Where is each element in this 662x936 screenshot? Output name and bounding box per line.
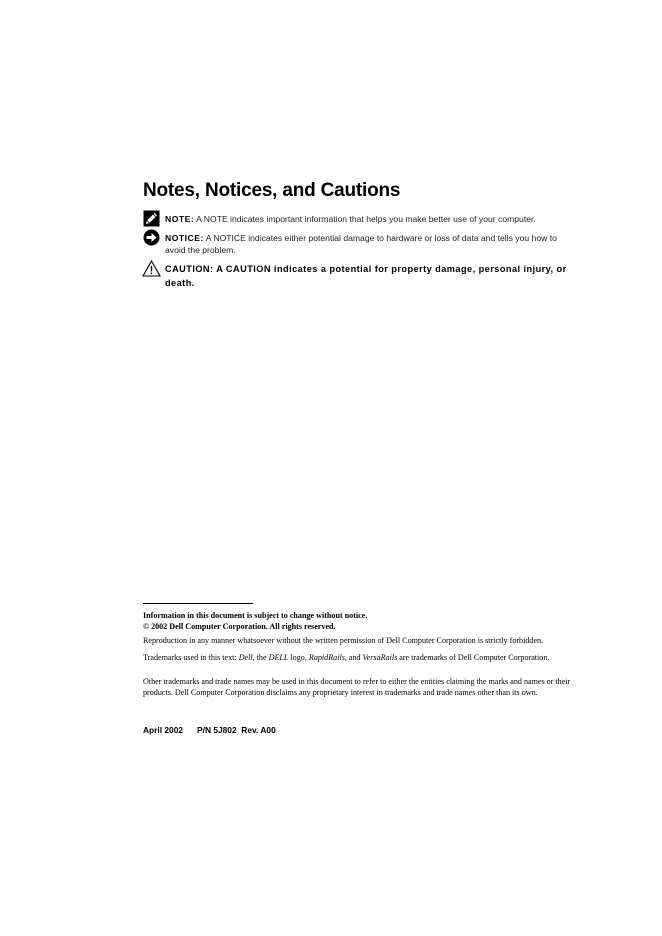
notice-block (143, 229, 573, 255)
trademarks-joiner-and: , and (344, 653, 363, 662)
note-block (143, 210, 573, 226)
trademark-versarails: VersaRails (362, 653, 398, 662)
legal-notice (143, 611, 573, 632)
note-text (165, 213, 573, 225)
trademarks-joiner-logo: logo, (288, 653, 309, 662)
page-title: Notes, Notices, and Cautions (143, 180, 401, 201)
part-number: P/N 5J802 (197, 725, 237, 735)
caution-text (165, 262, 573, 290)
caution-block (143, 260, 573, 290)
publication-date: April 2002 (143, 725, 184, 735)
copyright: © 2002 Dell Computer Corporation. All rights reserved. (143, 621, 336, 631)
caution-label: CAUTION: (165, 264, 214, 274)
trademarks-notice (143, 653, 573, 664)
trademark-dell-logo: DELL (268, 653, 289, 662)
change-notice: Information in this document is subject to change without notice. (143, 611, 368, 620)
trademarks-suffix: are trademarks of Dell Computer Corporation. (397, 653, 550, 662)
trademarks-joiner-the: , the (252, 653, 269, 662)
trademark-dell: Dell (238, 653, 253, 662)
notice-body: A NOTICE indicates either potential damage to hardware or loss of data and tells you how to avoid the problem. (165, 233, 557, 255)
notice-text (165, 232, 573, 256)
notice-label: NOTICE: (165, 233, 204, 243)
caution-body: A CAUTION indicates a potential for property damage, personal injury, or death. (165, 264, 567, 288)
other-trademarks-notice: Other trademarks and trade names may be used in this document to refer to either the entities claiming the marks and names or their products. Dell Computer Corporation disclaims any proprietary interest in trademarks and trade names other than its own. (143, 677, 571, 697)
arrow-circle-icon (143, 229, 160, 246)
note-label: NOTE: (165, 214, 195, 224)
document-footer (143, 725, 276, 735)
legal-divider (143, 603, 253, 604)
trademarks-prefix: Trademarks used in this text: (143, 653, 239, 662)
reproduction-notice: Reproduction in any manner whatsoever without the written permission of Dell Computer Corporation is strictly forbidden. (143, 636, 544, 645)
pencil-note-icon (143, 210, 160, 227)
warning-triangle-icon (142, 260, 161, 277)
revision: Rev. A00 (241, 725, 276, 735)
note-body: A NOTE indicates important information that helps you make better use of your computer. (196, 214, 536, 224)
trademark-rapidrails: RapidRails (308, 653, 345, 662)
